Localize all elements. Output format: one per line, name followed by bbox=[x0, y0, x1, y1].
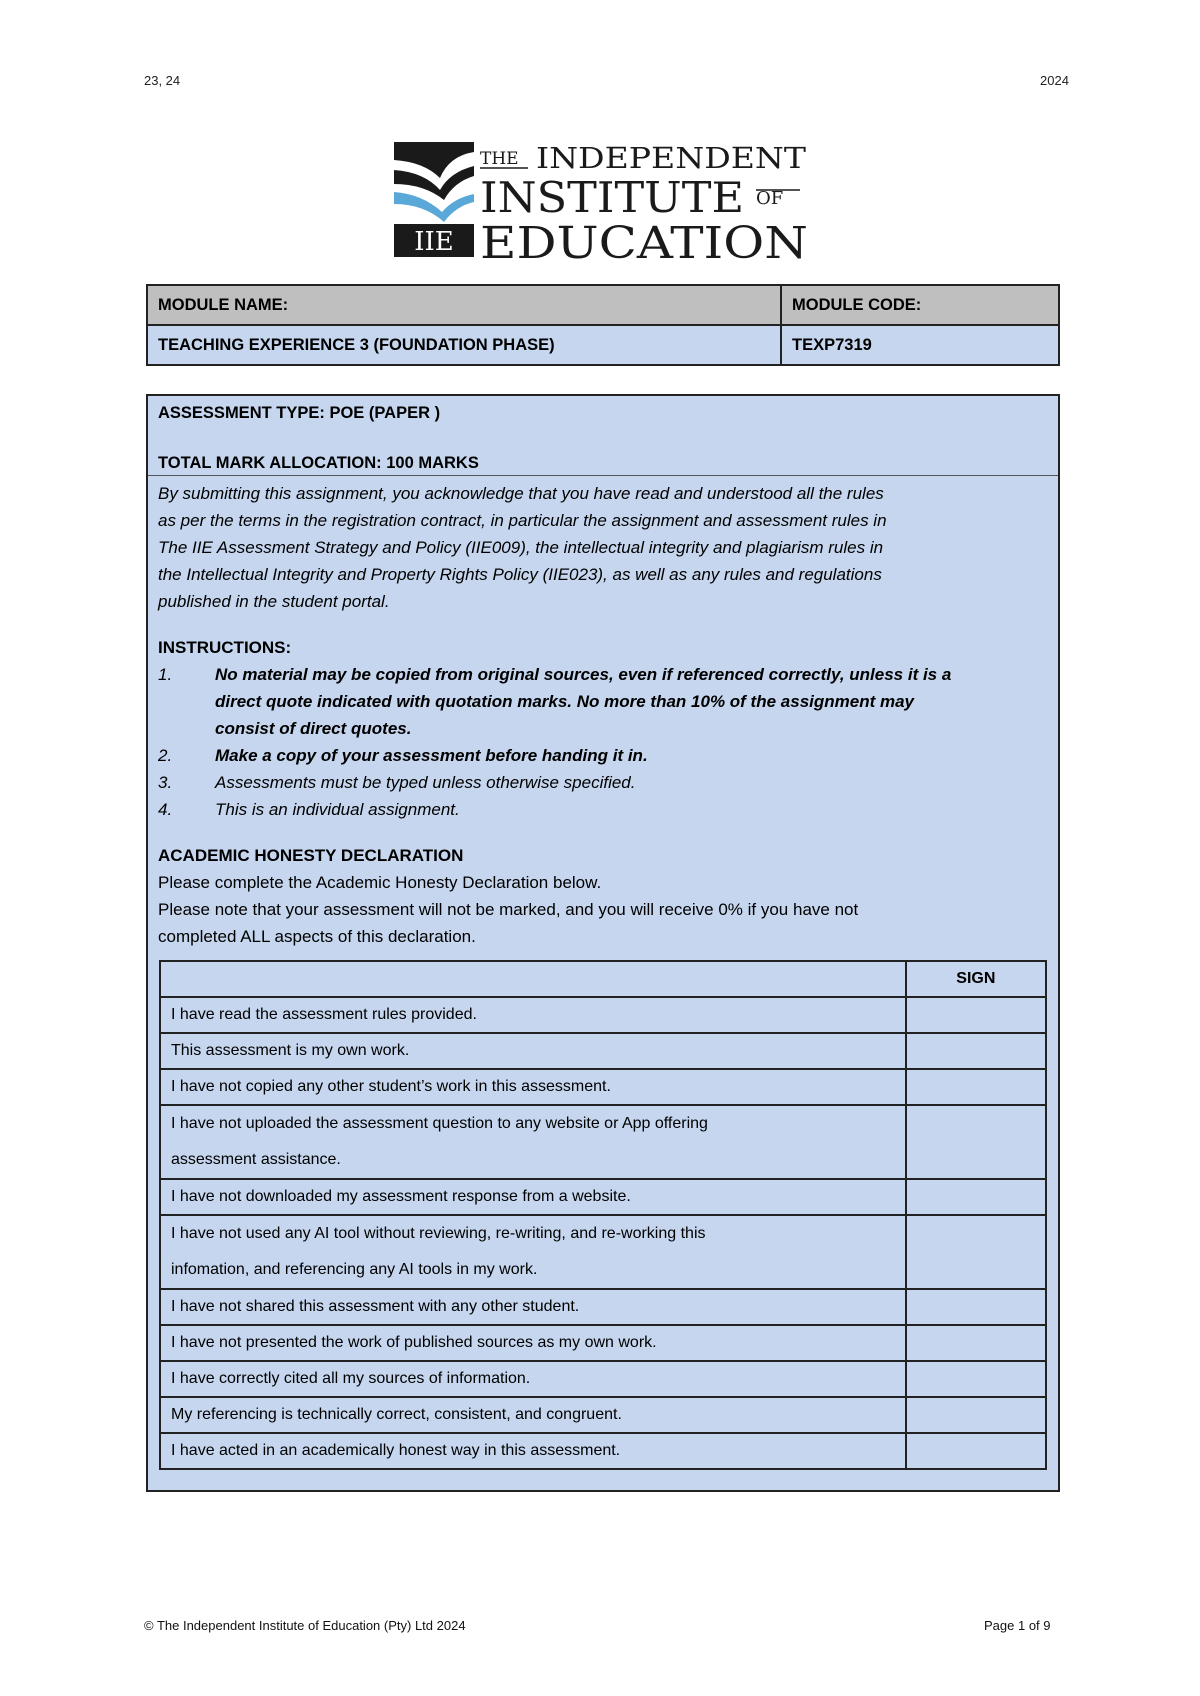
declaration-statement: I have not shared this assessment with any other student. bbox=[160, 1289, 906, 1325]
table-row bbox=[160, 1361, 1046, 1397]
instructions-title: INSTRUCTIONS: bbox=[158, 638, 292, 657]
instruction-line: direct quote indicated with quotation marks. No more than 10% of the assignment may bbox=[215, 692, 915, 711]
declaration-statement: I have not presented the work of published sources as my own work. bbox=[160, 1325, 906, 1361]
instruction-line: No material may be copied from original sources, even if referenced correctly, unless it is a bbox=[215, 665, 952, 684]
instruction-number: 4. bbox=[158, 800, 173, 819]
instructions-list bbox=[158, 661, 1048, 823]
total-mark-allocation: TOTAL MARK ALLOCATION: 100 MARKS bbox=[158, 454, 479, 472]
logo-line1: INDEPENDENT bbox=[536, 142, 807, 175]
table-row bbox=[160, 1179, 1046, 1215]
table-row bbox=[160, 1433, 1046, 1469]
declaration-statement bbox=[160, 1215, 906, 1289]
sign-cell[interactable] bbox=[906, 1361, 1046, 1397]
instruction-item bbox=[158, 661, 1048, 742]
declaration-statement: I have acted in an academically honest way in this assessment. bbox=[160, 1433, 906, 1469]
logo-mark-text: IIE bbox=[414, 227, 454, 257]
sign-cell[interactable] bbox=[906, 1325, 1046, 1361]
table-row bbox=[160, 997, 1046, 1033]
module-name-label: MODULE NAME: bbox=[147, 285, 781, 325]
table-row bbox=[160, 1105, 1046, 1179]
instruction-text: Assessments must be typed unless otherwise specified. bbox=[215, 773, 636, 792]
sign-cell[interactable] bbox=[906, 1289, 1046, 1325]
instruction-number: 3. bbox=[158, 773, 173, 792]
sign-cell[interactable] bbox=[906, 1033, 1046, 1069]
assessment-type: ASSESSMENT TYPE: POE (PAPER ) bbox=[158, 404, 441, 422]
declaration-table bbox=[159, 960, 1047, 1470]
assessment-box bbox=[146, 394, 1060, 1492]
instruction-item bbox=[158, 769, 1048, 796]
table-row bbox=[160, 1033, 1046, 1069]
table-row bbox=[160, 1289, 1046, 1325]
table-row bbox=[160, 1069, 1046, 1105]
ack-line: By submitting this assignment, you acknowledge that you have read and understood all the rules bbox=[158, 484, 884, 503]
acknowledgement-text bbox=[158, 480, 1048, 615]
logo-line2: INSTITUTE bbox=[480, 173, 744, 222]
sign-header: SIGN bbox=[906, 961, 1046, 997]
logo-the: THE bbox=[480, 149, 519, 169]
assessment-header bbox=[148, 396, 1058, 476]
declaration-statement: This assessment is my own work. bbox=[160, 1033, 906, 1069]
honesty-note-1: Please complete the Academic Honesty Declaration below. bbox=[158, 873, 602, 892]
declaration-statement: I have not downloaded my assessment response from a website. bbox=[160, 1179, 906, 1215]
header-left: 23, 24 bbox=[144, 73, 181, 88]
declaration-header-blank bbox=[160, 961, 906, 997]
sign-cell[interactable] bbox=[906, 997, 1046, 1033]
footer-page-number: Page 1 of 9 bbox=[984, 1618, 1051, 1633]
instruction-text: This is an individual assignment. bbox=[215, 800, 460, 819]
sign-cell[interactable] bbox=[906, 1397, 1046, 1433]
declaration-statement: I have not copied any other student’s work in this assessment. bbox=[160, 1069, 906, 1105]
ack-line: as per the terms in the registration contract, in particular the assignment and assessment rules in bbox=[158, 511, 887, 530]
sign-cell[interactable] bbox=[906, 1179, 1046, 1215]
ack-line: published in the student portal. bbox=[158, 592, 390, 611]
logo-mark-icon bbox=[394, 142, 474, 257]
statement-line: infomation, and referencing any AI tools in my work. bbox=[171, 1261, 538, 1278]
sign-cell[interactable] bbox=[906, 1433, 1046, 1469]
instruction-item bbox=[158, 742, 1048, 769]
ack-line: the Intellectual Integrity and Property Rights Policy (IIE023), as well as any rules and regulations bbox=[158, 565, 882, 584]
module-code-label: MODULE CODE: bbox=[781, 285, 1059, 325]
logo-of: OF bbox=[756, 188, 784, 209]
instruction-text: Make a copy of your assessment before handing it in. bbox=[215, 746, 648, 765]
declaration-statement: My referencing is technically correct, consistent, and congruent. bbox=[160, 1397, 906, 1433]
header-right: 2024 bbox=[1040, 73, 1069, 88]
sign-cell[interactable] bbox=[906, 1069, 1046, 1105]
logo-line3: EDUCATION bbox=[480, 218, 808, 262]
table-row bbox=[160, 1325, 1046, 1361]
instruction-number: 1. bbox=[158, 665, 173, 684]
ack-line: The IIE Assessment Strategy and Policy (IIE009), the intellectual integrity and plagiarism rules in bbox=[158, 538, 884, 557]
sign-cell[interactable] bbox=[906, 1215, 1046, 1289]
module-info-table bbox=[146, 284, 1060, 366]
table-row bbox=[160, 1397, 1046, 1433]
instruction-number: 2. bbox=[158, 746, 173, 765]
instruction-line: consist of direct quotes. bbox=[215, 719, 412, 738]
honesty-note-3: completed ALL aspects of this declaration. bbox=[158, 927, 476, 946]
table-row bbox=[160, 1215, 1046, 1289]
honesty-declaration-title: ACADEMIC HONESTY DECLARATION bbox=[158, 846, 464, 865]
statement-line: I have not uploaded the assessment question to any website or App offering bbox=[171, 1115, 708, 1132]
footer-copyright: © The Independent Institute of Education (Pty) Ltd 2024 bbox=[144, 1618, 466, 1633]
honesty-note-2: Please note that your assessment will not be marked, and you will receive 0% if you have not bbox=[158, 900, 859, 919]
instruction-item bbox=[158, 796, 1048, 823]
module-name-value: TEACHING EXPERIENCE 3 (FOUNDATION PHASE) bbox=[147, 325, 781, 365]
logo-wordmark bbox=[480, 142, 820, 262]
sign-cell[interactable] bbox=[906, 1105, 1046, 1179]
statement-line: I have not used any AI tool without reviewing, re-writing, and re-working this bbox=[171, 1225, 706, 1242]
declaration-statement: I have correctly cited all my sources of information. bbox=[160, 1361, 906, 1397]
iie-logo bbox=[394, 142, 814, 262]
declaration-statement: I have read the assessment rules provided. bbox=[160, 997, 906, 1033]
declaration-statement bbox=[160, 1105, 906, 1179]
statement-line: assessment assistance. bbox=[171, 1151, 341, 1168]
module-code-value: TEXP7319 bbox=[781, 325, 1059, 365]
instruction-text bbox=[215, 661, 951, 742]
